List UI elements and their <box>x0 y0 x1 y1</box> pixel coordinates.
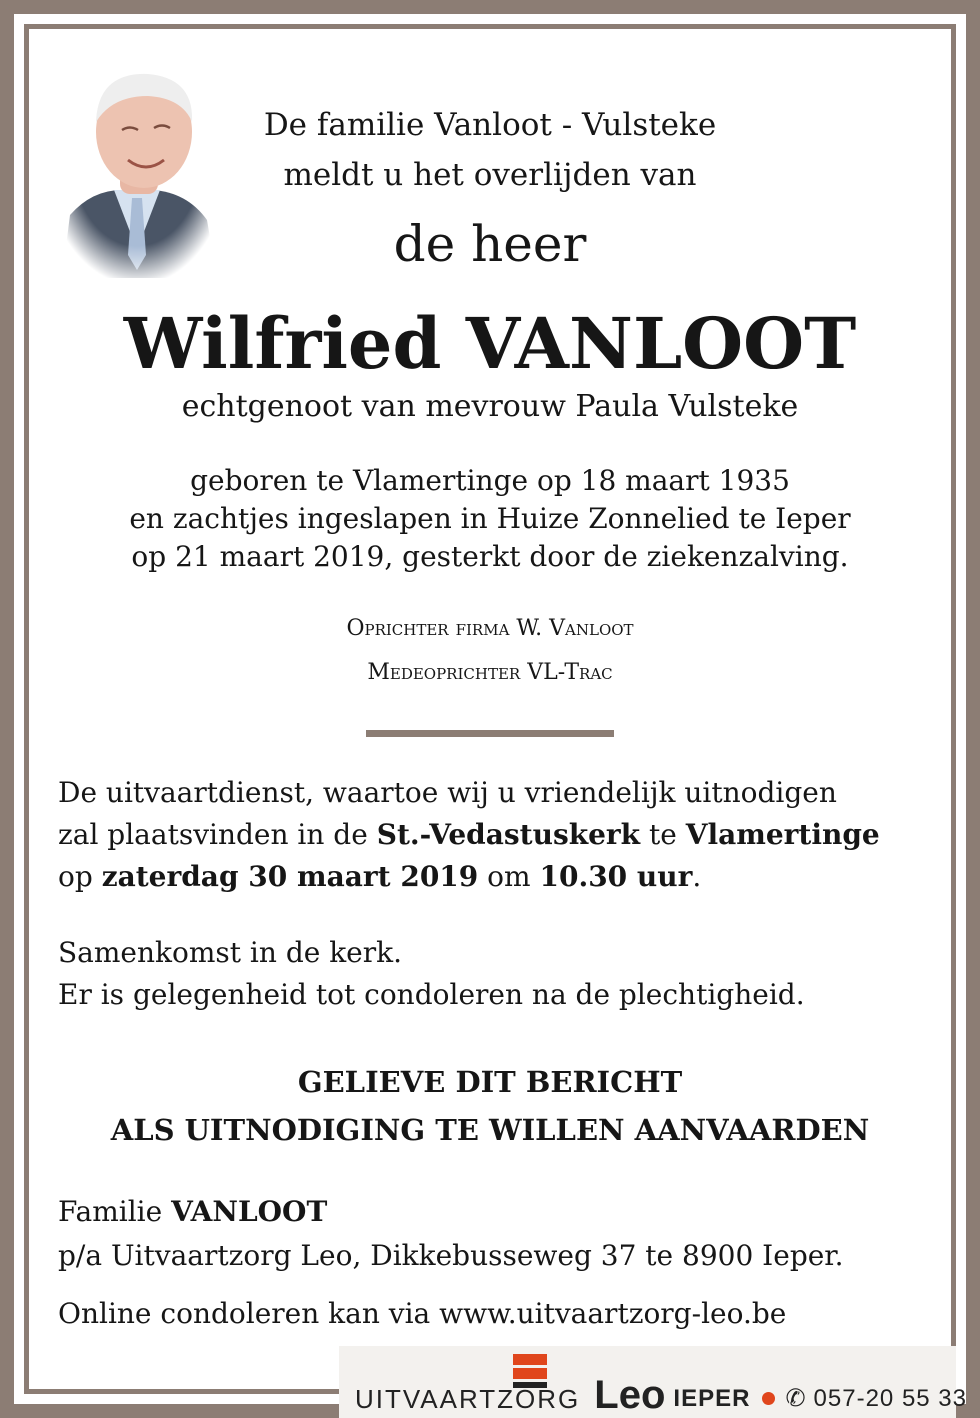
service-time: 10.30 uur <box>539 860 693 893</box>
online-condolence: Online condoleren kan via www.uitvaartzorg-leo.be <box>58 1297 787 1330</box>
service-text: op <box>58 860 102 893</box>
invitation-notice <box>0 1058 980 1154</box>
role-item: Medeoprichter VL-Trac <box>367 660 613 685</box>
family-surname: VANLOOT <box>171 1195 328 1228</box>
gathering-line-1: Samenkomst in de kerk. <box>58 936 402 969</box>
town-name: Vlamertinge <box>685 818 880 851</box>
service-line-3 <box>58 856 938 898</box>
brand-city: IEPER <box>673 1385 751 1412</box>
family-prefix: Familie <box>58 1195 172 1228</box>
service-date: zaterdag 30 maart 2019 <box>101 860 479 893</box>
service-text: . <box>692 860 702 893</box>
intro-text <box>0 100 980 200</box>
funeral-home-footer <box>339 1346 968 1418</box>
service-text: zal plaatsvinden in de <box>58 818 377 851</box>
church-name: St.-Vedastuskerk <box>376 818 641 851</box>
invitation-line-2: ALS UITNODIGING TE WILLEN AANVAARDEN <box>110 1113 870 1147</box>
service-text: te <box>640 818 686 851</box>
birth-line-1: geboren te Vlamertinge op 18 maart 1935 <box>190 464 790 497</box>
family-address: p/a Uitvaartzorg Leo, Dikkebusseweg 37 te 8900 Ieper. <box>58 1239 844 1272</box>
invitation-line-1: GELIEVE DIT BERICHT <box>297 1065 683 1099</box>
divider-line <box>366 730 614 737</box>
family-contact <box>58 1190 938 1278</box>
brand-name: UITVAARTZORG <box>355 1384 581 1414</box>
gathering-details <box>58 932 938 1016</box>
intro-line-1: De familie Vanloot - Vulsteke <box>263 107 717 143</box>
service-line-1: De uitvaartdienst, waartoe wij u vriendelijk uitnodigen <box>58 776 837 809</box>
role-item: Oprichter firma W. Vanloot <box>346 616 634 641</box>
separator-dot <box>762 1392 775 1405</box>
service-line-2 <box>58 814 938 856</box>
honorific-title: de heer <box>393 215 587 273</box>
birth-line-2: en zachtjes ingeslapen in Huize Zonnelied te Ieper <box>129 502 851 535</box>
deceased-name: Wilfried VANLOOT <box>123 302 857 385</box>
birth-death-details <box>0 462 980 576</box>
phone-icon: ✆ <box>785 1385 806 1412</box>
phone-number: 057-20 55 33 <box>813 1385 968 1412</box>
service-text: om <box>478 860 540 893</box>
spouse-line: echtgenoot van mevrouw Paula Vulsteke <box>181 389 799 424</box>
birth-line-3: op 21 maart 2019, gesterkt door de ziekenzalving. <box>131 540 849 573</box>
intro-line-2: meldt u het overlijden van <box>283 157 697 193</box>
footer-text <box>355 1373 968 1417</box>
roles-list <box>0 607 980 695</box>
family-name-line <box>58 1190 938 1234</box>
brand-leo: Leo <box>594 1373 666 1417</box>
service-details <box>58 772 938 898</box>
gathering-line-2: Er is gelegenheid tot condoleren na de plechtigheid. <box>58 978 805 1011</box>
